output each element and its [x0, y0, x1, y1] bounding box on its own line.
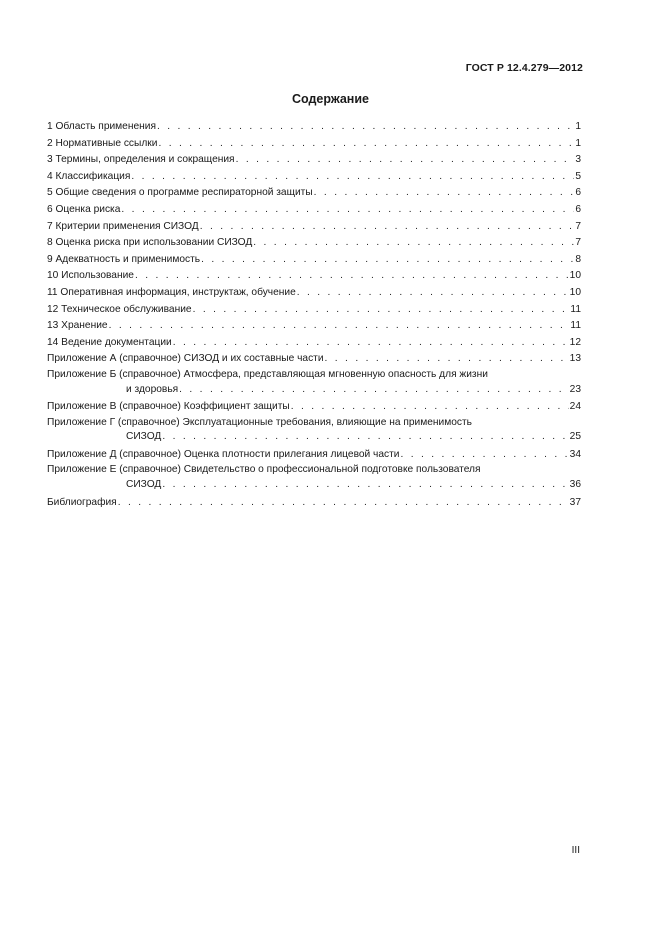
- toc-leader-dots: [121, 202, 574, 219]
- toc-entry[interactable]: [47, 136, 581, 153]
- toc-entry-annex-e[interactable]: [47, 463, 581, 492]
- toc-leader-dots: [314, 185, 575, 202]
- toc-entry-label: и здоровья: [126, 383, 179, 395]
- toc-leader-dots: [253, 235, 574, 252]
- toc-entry-page: 24: [569, 401, 581, 413]
- toc-leader-dots: [297, 285, 569, 302]
- toc-leader-dots: [135, 268, 569, 285]
- toc-leader-dots: [325, 351, 569, 368]
- toc-entry-page: 23: [569, 383, 581, 395]
- toc-entry-label: 5 Общие сведения о программе респираторной защиты: [47, 187, 313, 199]
- toc-leader-dots: [193, 302, 570, 319]
- toc-entry-label: 6 Оценка риска: [47, 203, 121, 215]
- toc-entry-page: 36: [569, 479, 581, 491]
- page-number: III: [571, 845, 580, 856]
- toc-leader-dots: [400, 447, 568, 464]
- toc-entry-label: СИЗОД: [126, 479, 162, 491]
- toc-entry[interactable]: [47, 302, 581, 319]
- toc-entry-label: 7 Критерии применения СИЗОД: [47, 220, 199, 232]
- toc-entry-bibliography[interactable]: [47, 495, 581, 512]
- toc-entry[interactable]: [47, 219, 581, 236]
- toc-leader-dots: [173, 335, 569, 352]
- toc-entry-page: 5: [575, 170, 581, 182]
- toc-entry-label: Приложение Д (справочное) Оценка плотности прилегания лицевой части: [47, 448, 400, 460]
- toc-entry[interactable]: [47, 335, 581, 352]
- toc-entry[interactable]: [47, 202, 581, 219]
- toc-entry-page: 11: [570, 320, 581, 332]
- toc-entry[interactable]: [47, 235, 581, 252]
- toc-entry[interactable]: [47, 252, 581, 269]
- toc-entry-annex-g[interactable]: [47, 416, 581, 445]
- toc-entry-label: Приложение Е (справочное) Свидетельство о профессиональной подготовке пользователя: [47, 464, 481, 476]
- toc-entry-page: 34: [569, 448, 581, 460]
- toc-entry-label: 11 Оперативная информация, инструктаж, обучение: [47, 286, 296, 298]
- toc-entry-annex-d[interactable]: [47, 447, 581, 464]
- toc-entry-page: 3: [575, 154, 581, 166]
- toc-entry-label: Приложение Б (справочное) Атмосфера, представляющая мгновенную опасность для жизни: [47, 368, 488, 380]
- document-code: ГОСТ Р 12.4.279—2012: [465, 62, 583, 74]
- toc-entry[interactable]: [47, 152, 581, 169]
- toc-entry[interactable]: [47, 285, 581, 302]
- toc-entry-page: 7: [575, 237, 581, 249]
- toc-entry-label: 3 Термины, определения и сокращения: [47, 154, 235, 166]
- toc-entry-label: 13 Хранение: [47, 320, 108, 332]
- toc-entry-label: 14 Ведение документации: [47, 336, 172, 348]
- toc-leader-dots: [109, 318, 570, 335]
- toc-title: Содержание: [291, 92, 369, 106]
- toc-leader-dots: [118, 495, 569, 512]
- toc-entry-label: 1 Область применения: [47, 121, 156, 132]
- toc-entry[interactable]: [47, 119, 581, 136]
- toc-entry-label: Приложение В (справочное) Коэффициент защиты: [47, 401, 290, 413]
- toc-entry-label: 8 Оценка риска при использовании СИЗОД: [47, 237, 253, 249]
- toc-entry-label: 4 Классификация: [47, 170, 131, 182]
- toc-entry-page: 25: [569, 431, 581, 443]
- toc-entry-page: 8: [575, 253, 581, 265]
- toc-entry-page: 12: [569, 336, 581, 348]
- toc-entry-label: 9 Адекватность и применимость: [47, 253, 201, 265]
- toc-entry-page: 7: [575, 220, 581, 232]
- toc-entry-continuation: [47, 478, 581, 493]
- toc-entry[interactable]: [47, 268, 581, 285]
- toc-entry-label: 12 Техническое обслуживание: [47, 303, 192, 315]
- toc-leader-dots: [200, 219, 575, 236]
- toc-entry[interactable]: [47, 318, 581, 335]
- toc-entry-label: Приложение Г (справочное) Эксплуатационные требования, влияющие на применимость: [47, 416, 472, 428]
- toc-entry-page: 10: [569, 286, 581, 298]
- toc-entry[interactable]: [47, 169, 581, 186]
- toc-entry-page: 6: [575, 187, 581, 199]
- toc-leader-dots: [158, 136, 574, 153]
- toc-entry-page: 13: [569, 353, 581, 365]
- toc-leader-dots: [157, 119, 574, 136]
- toc-leader-dots: [179, 383, 569, 398]
- toc-entry-label: 10 Использование: [47, 270, 134, 282]
- toc-entry-label: Приложение А (справочное) СИЗОД и их составные части: [47, 353, 324, 365]
- toc-entry-page: 37: [569, 496, 581, 508]
- toc-entry-annex-v[interactable]: [47, 399, 581, 416]
- toc-entry[interactable]: [47, 351, 581, 368]
- toc-entry-page: 10: [569, 270, 581, 282]
- toc-leader-dots: [201, 252, 574, 269]
- toc-entry-page: 6: [575, 203, 581, 215]
- toc-entry-page: 1: [575, 121, 581, 132]
- toc-entry-continuation: [47, 430, 581, 445]
- table-of-contents: [47, 119, 581, 511]
- toc-leader-dots: [162, 478, 568, 493]
- toc-entry-annex-b[interactable]: [47, 368, 581, 397]
- toc-entry-label: СИЗОД: [126, 431, 162, 443]
- toc-entry-page: 11: [570, 303, 581, 315]
- toc-entry[interactable]: [47, 185, 581, 202]
- toc-entry-continuation: [47, 383, 581, 398]
- toc-entry-page: 1: [575, 137, 581, 149]
- toc-entry-label: Библиография: [47, 496, 117, 508]
- toc-leader-dots: [236, 152, 575, 169]
- toc-leader-dots: [291, 399, 569, 416]
- toc-leader-dots: [162, 430, 568, 445]
- toc-leader-dots: [131, 169, 574, 186]
- toc-entry-label: 2 Нормативные ссылки: [47, 137, 158, 149]
